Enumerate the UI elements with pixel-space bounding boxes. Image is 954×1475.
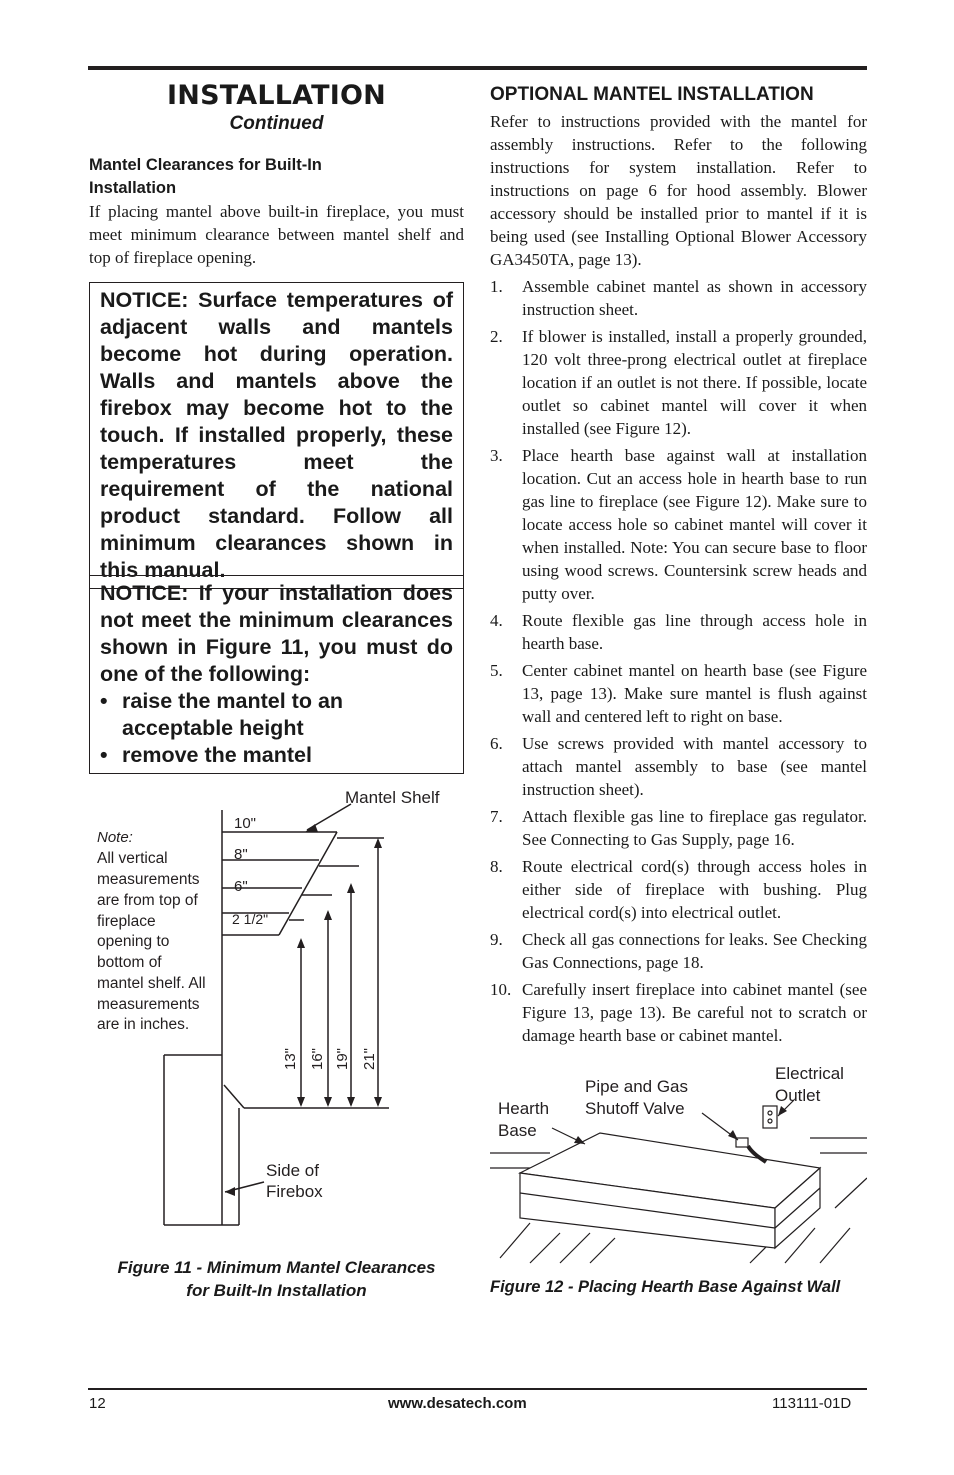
note-line: bottom of	[97, 954, 162, 971]
note-text	[97, 850, 206, 1033]
step-text: Assemble cabinet mantel as shown in accessory instruction sheet.	[522, 277, 867, 319]
step-text: Check all gas connections for leaks. See Checking Gas Connections, page 18.	[522, 930, 867, 972]
list-item	[490, 444, 867, 605]
step-number: 3.	[490, 446, 503, 465]
figure-12-caption: Figure 12 - Placing Hearth Base Against Wall	[490, 1278, 841, 1296]
note-line: measurements	[97, 996, 200, 1013]
pipe-valve-label: Shutoff Valve	[585, 1099, 685, 1118]
list-item	[490, 928, 867, 974]
page-number: 12	[89, 1395, 106, 1412]
electrical-outlet-label: Electrical	[775, 1064, 844, 1083]
mantel-shelf-label: Mantel Shelf	[345, 788, 440, 807]
step-text: Place hearth base against wall at installation location. Cut an access hole in hearth base to run gas line to fireplace (see Figure 12). Make sure to locate access hole so cabinet mantel will cover it when installed. Note: You can secure base to floor using wood screws. Countersink screw heads and putty over.	[522, 446, 867, 603]
document-number: 113111-01D	[772, 1395, 852, 1412]
side-of-firebox-label: Firebox	[266, 1182, 323, 1201]
notice-minimum-clearances	[89, 575, 464, 774]
pipe-valve-label: Pipe and Gas	[585, 1077, 689, 1096]
height-label: 16"	[309, 1047, 326, 1070]
mantel-clearance-heading	[89, 154, 464, 200]
notice-surface-temperatures: NOTICE: Surface temperatures of adjacent walls and mantels become hot during operation. Walls and mantels above the firebox may become hot to the touch. If installed properly, these temperatures meet the requirement of the national product standard. Follow all minimum clearances shown in this manual.	[89, 282, 464, 589]
bullet-dot: •	[100, 743, 108, 767]
note-title: Note:	[97, 829, 133, 846]
installation-steps	[490, 275, 867, 1047]
step-text: Carefully insert fireplace into cabinet mantel (see Figure 13, page 13). Be careful not to scratch or damage hearth base or cabinet mantel.	[522, 980, 867, 1045]
notice-lead: NOTICE: If your installation does not meet the minimum clearances shown in Figure 11, you must do one of the following:	[100, 581, 453, 686]
section-title: INSTALLATION	[167, 80, 386, 111]
step-number: 8.	[490, 857, 503, 876]
step-text: Center cabinet mantel on hearth base (see Figure 13, page 13). Make sure mantel is flush against wall and centered left to right on base.	[522, 661, 867, 726]
shelf-depth-label: 8"	[234, 846, 248, 863]
step-text: Attach flexible gas line to fireplace gas regulator. See Connecting to Gas Supply, page 16.	[522, 807, 867, 849]
hearth-base-label: Base	[498, 1121, 537, 1140]
step-text: If blower is installed, install a properly grounded, 120 volt three-prong electrical outlet at fireplace location if an outlet is not there. If possible, locate outlet so cabinet mantel will cover it when installed (see Figure 12).	[522, 327, 867, 438]
step-number: 7.	[490, 807, 503, 826]
notice-bullet	[100, 742, 453, 769]
website: www.desatech.com	[388, 1395, 527, 1412]
electrical-outlet-label: Outlet	[775, 1086, 821, 1105]
figure-12-hearth-base-diagram	[490, 1058, 867, 1268]
step-text: Route electrical cord(s) through access holes in either side of fireplace with bushing. Plug electrical cord(s) into electrical outlet.	[522, 857, 867, 922]
list-item	[490, 659, 867, 728]
caption-line-1: Figure 11 - Minimum Mantel Clearances	[117, 1258, 436, 1277]
hearth-base-label: Hearth	[498, 1099, 550, 1118]
optional-mantel-intro: Refer to instructions provided with the mantel for assembly instructions. Refer to the following instructions for system installation. Refer to instructions on page 6 for hood assembly. Blower accessory should be installed prior to mantel if it is being used (see Installing Optional Blower Accessory GA3450TA, page 13).	[490, 112, 867, 269]
bullet-text: raise the mantel to an acceptable height	[122, 689, 344, 740]
step-number: 5.	[490, 661, 503, 680]
shelf-depth-label: 2 1/2"	[232, 911, 269, 927]
bullet-dot: •	[100, 689, 108, 713]
left-column	[89, 80, 464, 767]
side-of-firebox-label: Side of	[266, 1161, 319, 1180]
shelf-depth-label: 10"	[234, 815, 257, 832]
optional-mantel-title: OPTIONAL MANTEL INSTALLATION	[490, 84, 814, 105]
step-text: Use screws provided with mantel accessory to attach mantel assembly to base (see mantel instruction sheet).	[522, 734, 867, 799]
list-item	[490, 325, 867, 440]
step-number: 4.	[490, 611, 503, 630]
note-line: are in inches.	[97, 1016, 190, 1033]
footer-rule	[88, 1388, 867, 1390]
step-number: 2.	[490, 327, 503, 346]
heading-line-2: Installation	[89, 179, 177, 197]
note-line: are from top of	[97, 892, 198, 909]
height-label: 21"	[361, 1047, 378, 1070]
list-item	[490, 732, 867, 801]
figure-11-caption	[89, 1256, 464, 1302]
height-label: 13"	[282, 1047, 299, 1070]
step-number: 6.	[490, 734, 503, 753]
mantel-clearance-intro: If placing mantel above built-in fireplace, you must meet minimum clearance between mantel shelf and top of fireplace opening.	[89, 202, 464, 267]
list-item	[490, 609, 867, 655]
step-number: 1.	[490, 277, 503, 296]
note-line: measurements	[97, 871, 200, 888]
note-line: All vertical	[97, 850, 168, 867]
height-label: 19"	[334, 1047, 351, 1070]
step-text: Route flexible gas line through access hole in hearth base.	[522, 611, 867, 653]
shelf-depth-label: 6"	[234, 878, 248, 895]
bullet-text: remove the mantel	[122, 743, 312, 767]
notice-bullet	[100, 688, 453, 742]
heading-line-1: Mantel Clearances for Built-In	[89, 156, 322, 174]
figure-11-mantel-clearance-diagram	[89, 780, 464, 1250]
caption-line-2: for Built-In Installation	[186, 1281, 367, 1300]
top-rule	[88, 66, 867, 70]
note-line: fireplace	[97, 913, 156, 930]
right-column	[490, 80, 867, 1051]
list-item	[490, 855, 867, 924]
list-item	[490, 275, 867, 321]
step-number: 10.	[490, 980, 512, 999]
section-subtitle: Continued	[229, 113, 324, 134]
note-line: mantel shelf. All	[97, 975, 206, 992]
note-line: opening to	[97, 933, 170, 950]
list-item	[490, 978, 867, 1047]
step-number: 9.	[490, 930, 503, 949]
list-item	[490, 805, 867, 851]
